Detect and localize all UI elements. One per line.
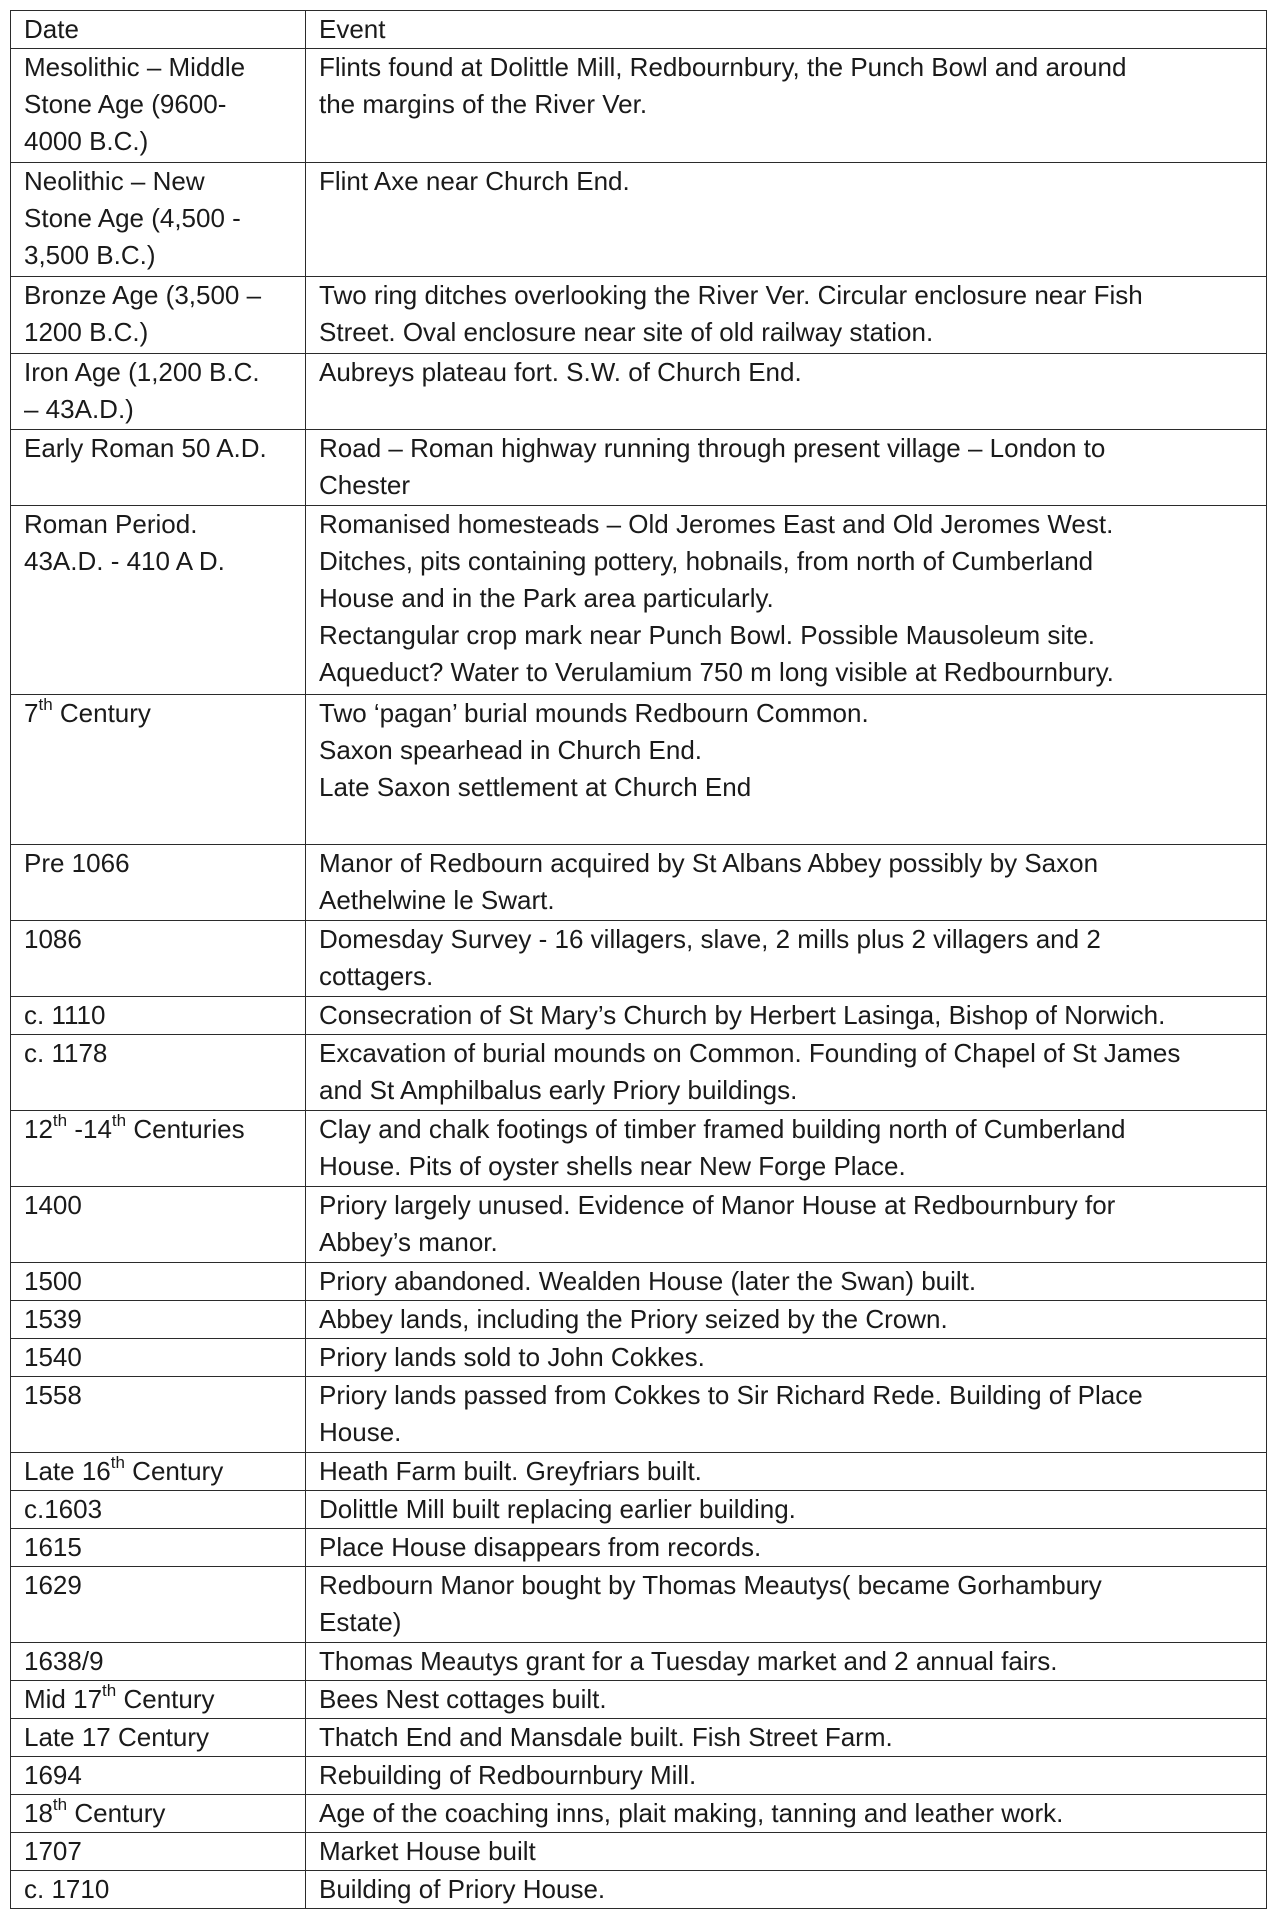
event-line: and St Amphilbalus early Priory buildings.: [319, 1075, 798, 1105]
date-line: – 43A.D.): [24, 394, 134, 424]
date-line: 43A.D. - 410 A D.: [24, 546, 225, 576]
event-cell: [306, 1491, 1267, 1529]
date-line: 1707: [24, 1836, 82, 1866]
date-cell: [11, 845, 306, 921]
timeline-row: [11, 1301, 1267, 1339]
date-line: 1629: [24, 1570, 82, 1600]
timeline-row: [11, 1681, 1267, 1719]
event-line: Priory lands passed from Cokkes to Sir Richard Rede. Building of Place: [319, 1380, 1143, 1410]
timeline-row: [11, 1871, 1267, 1909]
event-cell: [306, 695, 1267, 845]
date-cell: [11, 430, 306, 506]
timeline-row: [11, 1377, 1267, 1453]
date-text: 7: [24, 698, 39, 728]
date-cell: [11, 695, 306, 845]
date-line: c. 1710: [24, 1874, 110, 1904]
timeline-row: [11, 1529, 1267, 1567]
date-line: 3,500 B.C.): [24, 240, 156, 270]
date-cell: [11, 1833, 306, 1871]
event-line: House and in the Park area particularly.: [319, 583, 774, 613]
event-line: Heath Farm built. Greyfriars built.: [319, 1456, 702, 1486]
timeline-row: [11, 430, 1267, 506]
event-cell: [306, 1795, 1267, 1833]
date-ordinal-suffix: th: [102, 1681, 117, 1701]
timeline-row: [11, 845, 1267, 921]
date-line: Stone Age (4,500 -: [24, 203, 241, 233]
date-line: c.1603: [24, 1494, 103, 1524]
date-line: Late 17 Century: [24, 1722, 210, 1752]
date-line: 4000 B.C.): [24, 126, 149, 156]
event-line: Late Saxon settlement at Church End: [319, 772, 752, 802]
event-cell: [306, 1643, 1267, 1681]
event-line: Rectangular crop mark near Punch Bowl. Possible Mausoleum site.: [319, 620, 1096, 650]
date-line: Iron Age (1,200 B.C.: [24, 357, 260, 387]
event-line: Two ring ditches overlooking the River Ver. Circular enclosure near Fish: [319, 280, 1143, 310]
timeline-row: [11, 1263, 1267, 1301]
date-line: 1638/9: [24, 1646, 104, 1676]
date-cell: [11, 1035, 306, 1111]
timeline-row: [11, 1339, 1267, 1377]
event-line: Rebuilding of Redbournbury Mill.: [319, 1760, 697, 1790]
timeline-row: [11, 1491, 1267, 1529]
timeline-row: [11, 1111, 1267, 1187]
event-line: Abbey lands, including the Priory seized by the Crown.: [319, 1304, 948, 1334]
event-line: Market House built: [319, 1836, 536, 1866]
event-line: House.: [319, 1417, 402, 1447]
timeline-row: [11, 1719, 1267, 1757]
event-line: cottagers.: [319, 961, 434, 991]
date-cell: [11, 277, 306, 354]
event-cell: [306, 1871, 1267, 1909]
date-text: Century: [67, 1798, 166, 1828]
event-line: Excavation of burial mounds on Common. Founding of Chapel of St James: [319, 1038, 1181, 1068]
event-line: Street. Oval enclosure near site of old railway station.: [319, 317, 934, 347]
date-ordinal-suffix: th: [111, 1111, 127, 1131]
timeline-row: [11, 1187, 1267, 1263]
date-text: Century: [52, 698, 151, 728]
event-line: Flints found at Dolittle Mill, Redbournbury, the Punch Bowl and around: [319, 52, 1127, 82]
event-line: Place House disappears from records.: [319, 1532, 762, 1562]
event-cell: [306, 1187, 1267, 1263]
header-event-cell: [306, 11, 1267, 49]
timeline-row: [11, 1795, 1267, 1833]
date-line: 1400: [24, 1190, 82, 1220]
date-line: c. 1110: [24, 1000, 106, 1030]
timeline-table: [10, 10, 1267, 1909]
event-cell: [306, 1377, 1267, 1453]
date-line: Pre 1066: [24, 848, 130, 878]
date-ordinal-suffix: th: [52, 1111, 68, 1131]
event-cell: [306, 1453, 1267, 1491]
date-cell: [11, 1643, 306, 1681]
event-line: Aqueduct? Water to Verulamium 750 m long visible at Redbournbury.: [319, 657, 1114, 687]
date-text: Mid 17: [24, 1684, 103, 1714]
date-cell: [11, 1567, 306, 1643]
date-cell: [11, 1377, 306, 1453]
timeline-row: [11, 1453, 1267, 1491]
event-line: Consecration of St Mary’s Church by Herbert Lasinga, Bishop of Norwich.: [319, 1000, 1166, 1030]
date-line: Roman Period.: [24, 509, 198, 539]
date-line: Stone Age (9600-: [24, 89, 227, 119]
date-text: Century: [124, 1456, 224, 1486]
event-line: Clay and chalk footings of timber framed building north of Cumberland: [319, 1114, 1126, 1144]
date-text: Late 16: [24, 1456, 111, 1486]
event-cell: [306, 430, 1267, 506]
event-cell: [306, 1529, 1267, 1567]
event-line: Two ‘pagan’ burial mounds Redbourn Common.: [319, 698, 869, 728]
date-cell: [11, 506, 306, 695]
event-line: Manor of Redbourn acquired by St Albans Abbey possibly by Saxon: [319, 848, 1099, 878]
event-cell: [306, 1339, 1267, 1377]
date-line: Early Roman 50 A.D.: [24, 433, 267, 463]
timeline-row: [11, 1643, 1267, 1681]
date-text: -14: [67, 1114, 112, 1144]
timeline-row: [11, 277, 1267, 354]
timeline-row: [11, 921, 1267, 997]
event-cell: [306, 506, 1267, 695]
timeline-row: [11, 354, 1267, 430]
event-line: Thomas Meautys grant for a Tuesday market and 2 annual fairs.: [319, 1646, 1058, 1676]
event-cell: [306, 277, 1267, 354]
date-line: c. 1178: [24, 1038, 108, 1068]
event-line: Romanised homesteads – Old Jeromes East and Old Jeromes West.: [319, 509, 1114, 539]
date-cell: [11, 49, 306, 163]
event-line: Dolittle Mill built replacing earlier building.: [319, 1494, 796, 1524]
date-line: 1540: [24, 1342, 82, 1372]
timeline-row: [11, 695, 1267, 845]
date-cell: [11, 1301, 306, 1339]
date-cell: [11, 1491, 306, 1529]
date-line: Mesolithic – Middle: [24, 52, 246, 82]
event-line: Building of Priory House.: [319, 1874, 606, 1904]
event-line: Aubreys plateau fort. S.W. of Church End.: [319, 357, 802, 387]
event-line: Priory abandoned. Wealden House (later the Swan) built.: [319, 1266, 977, 1296]
timeline-row: [11, 1757, 1267, 1795]
event-line: Priory lands sold to John Cokkes.: [319, 1342, 705, 1372]
event-line: Domesday Survey - 16 villagers, slave, 2 mills plus 2 villagers and 2: [319, 924, 1101, 954]
header-date-cell: [11, 11, 306, 49]
date-cell: [11, 997, 306, 1035]
header-event: Event: [319, 14, 386, 44]
timeline-row: [11, 49, 1267, 163]
timeline-row: [11, 1833, 1267, 1871]
timeline-document: [10, 10, 1266, 1909]
date-line: Bronze Age (3,500 –: [24, 280, 262, 310]
event-cell: [306, 1301, 1267, 1339]
event-cell: [306, 1681, 1267, 1719]
date-cell: [11, 1263, 306, 1301]
date-line: [24, 1111, 299, 1148]
event-line: Redbourn Manor bought by Thomas Meautys( became Gorhambury: [319, 1570, 1102, 1600]
date-cell: [11, 1757, 306, 1795]
event-line: Ditches, pits containing pottery, hobnails, from north of Cumberland: [319, 546, 1094, 576]
date-line: Neolithic – New: [24, 166, 205, 196]
event-line: Chester: [319, 470, 411, 500]
date-line: 1539: [24, 1304, 82, 1334]
date-line: [24, 1453, 299, 1490]
event-line: Age of the coaching inns, plait making, tanning and leather work.: [319, 1798, 1064, 1828]
event-line: Flint Axe near Church End.: [319, 166, 630, 196]
event-line: House. Pits of oyster shells near New Forge Place.: [319, 1151, 906, 1181]
date-text: Centuries: [126, 1114, 245, 1144]
event-line: Abbey’s manor.: [319, 1227, 498, 1257]
date-ordinal-suffix: th: [110, 1453, 125, 1473]
timeline-row: [11, 506, 1267, 695]
date-text: Century: [116, 1684, 215, 1714]
date-cell: [11, 1795, 306, 1833]
event-cell: [306, 1567, 1267, 1643]
timeline-row: [11, 997, 1267, 1035]
event-line: the margins of the River Ver.: [319, 89, 648, 119]
event-line: Road – Roman highway running through present village – London to: [319, 433, 1106, 463]
event-cell: [306, 354, 1267, 430]
date-cell: [11, 1871, 306, 1909]
event-line: Aethelwine le Swart.: [319, 885, 555, 915]
event-line: Saxon spearhead in Church End.: [319, 735, 703, 765]
event-cell: [306, 1035, 1267, 1111]
date-line: 1694: [24, 1760, 82, 1790]
date-line: [24, 1681, 299, 1718]
date-cell: [11, 1111, 306, 1187]
event-cell: [306, 997, 1267, 1035]
event-cell: [306, 1111, 1267, 1187]
timeline-row: [11, 1567, 1267, 1643]
date-cell: [11, 1339, 306, 1377]
date-cell: [11, 163, 306, 277]
event-cell: [306, 49, 1267, 163]
date-cell: [11, 1719, 306, 1757]
date-cell: [11, 354, 306, 430]
header-date: Date: [24, 14, 79, 44]
date-line: 1086: [24, 924, 82, 954]
date-ordinal-suffix: th: [38, 695, 53, 715]
event-line: Thatch End and Mansdale built. Fish Street Farm.: [319, 1722, 893, 1752]
event-line: Bees Nest cottages built.: [319, 1684, 607, 1714]
date-line: 1558: [24, 1380, 82, 1410]
date-line: [24, 695, 299, 732]
event-cell: [306, 921, 1267, 997]
header-row: [11, 11, 1267, 49]
date-cell: [11, 1187, 306, 1263]
event-cell: [306, 163, 1267, 277]
timeline-row: [11, 163, 1267, 277]
event-cell: [306, 1263, 1267, 1301]
event-line: Priory largely unused. Evidence of Manor House at Redbournbury for: [319, 1190, 1116, 1220]
date-text: 18: [24, 1798, 53, 1828]
date-ordinal-suffix: th: [52, 1795, 68, 1815]
date-line: 1500: [24, 1266, 82, 1296]
date-line: 1615: [24, 1532, 82, 1562]
date-line: [24, 1795, 299, 1832]
event-cell: [306, 845, 1267, 921]
event-cell: [306, 1833, 1267, 1871]
date-text: 12: [24, 1114, 53, 1144]
date-cell: [11, 921, 306, 997]
event-line: Estate): [319, 1607, 402, 1637]
event-cell: [306, 1757, 1267, 1795]
date-cell: [11, 1453, 306, 1491]
timeline-row: [11, 1035, 1267, 1111]
date-cell: [11, 1529, 306, 1567]
date-cell: [11, 1681, 306, 1719]
date-line: 1200 B.C.): [24, 317, 149, 347]
event-cell: [306, 1719, 1267, 1757]
